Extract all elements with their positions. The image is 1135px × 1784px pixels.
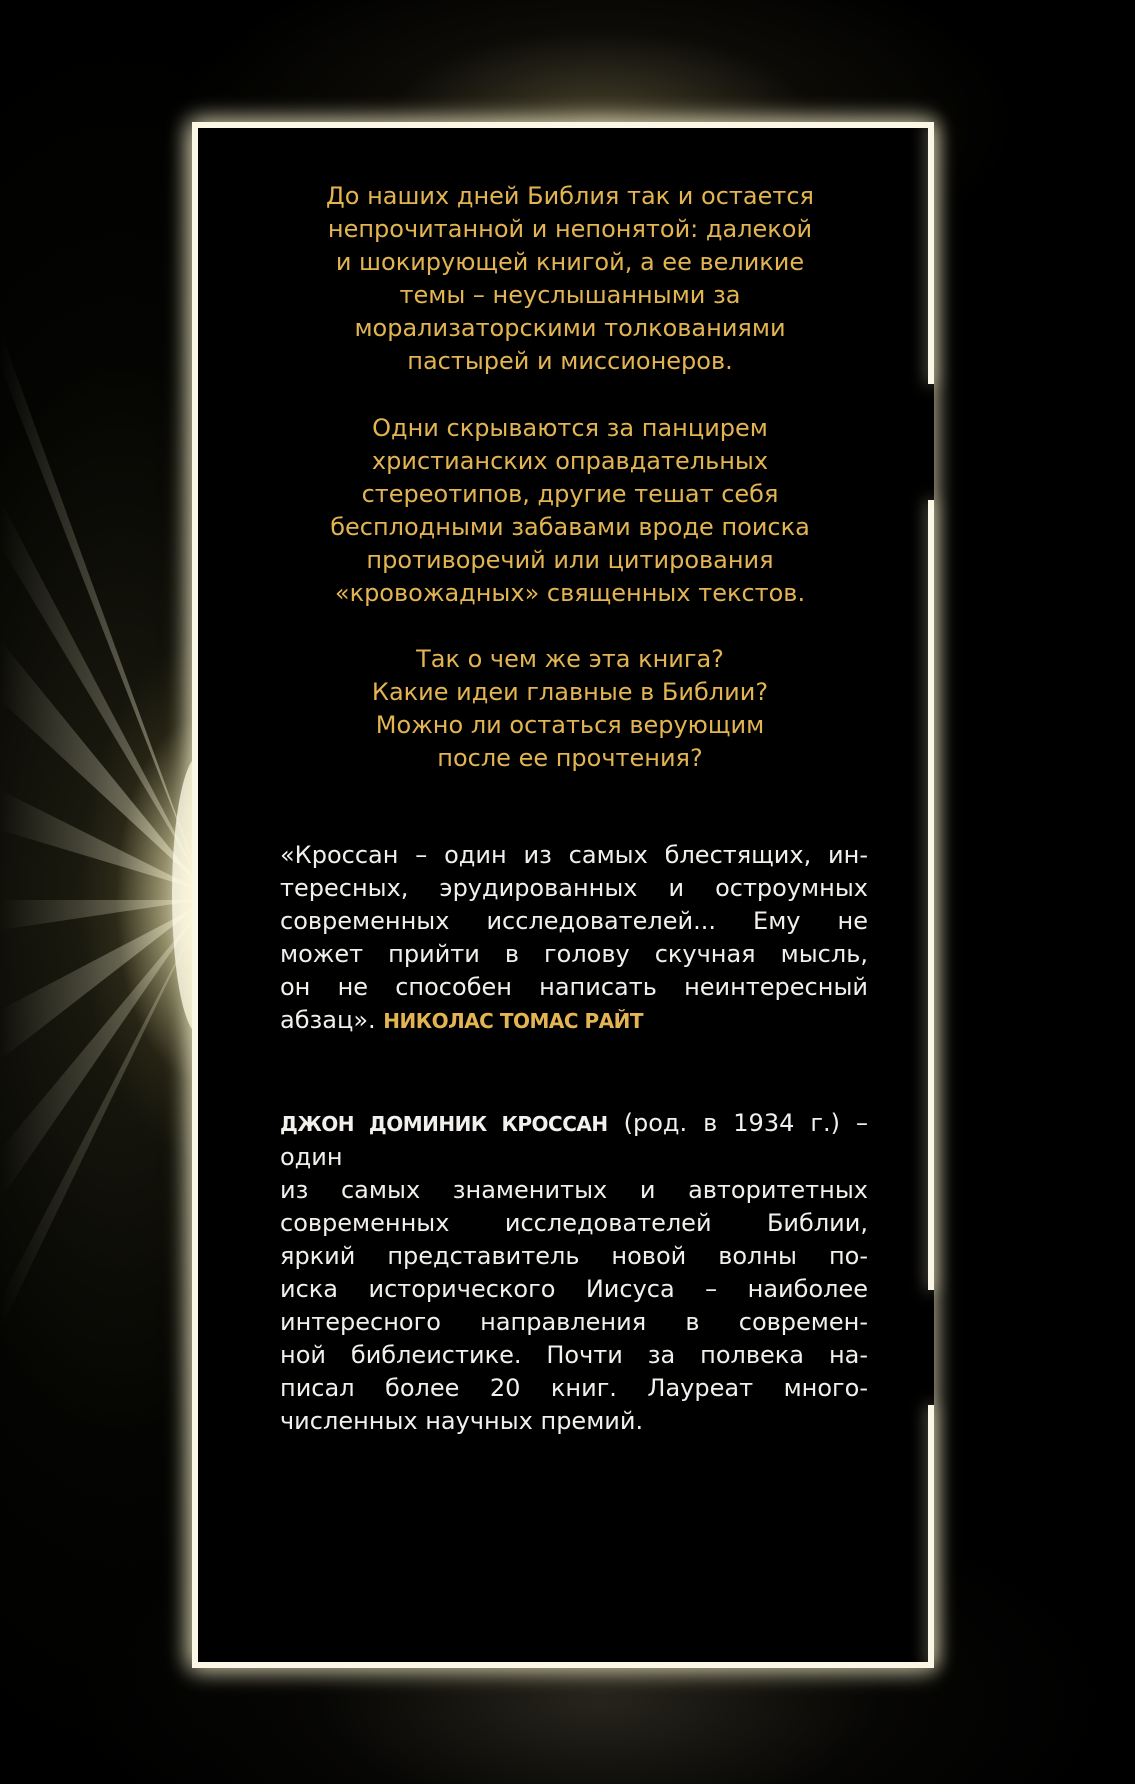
quote-attribution: НИКОЛАС ТОМАС РАЙТ: [383, 1009, 644, 1033]
bio-line: интересного направления в современ-: [280, 1308, 868, 1336]
question-line: Так о чем же эта книга?: [416, 645, 724, 673]
bio-line: яркий представитель новой волны по-: [280, 1242, 868, 1270]
frame-right-segment-middle: [928, 500, 934, 1290]
intro-paragraph: [270, 180, 870, 378]
frame-right-segment-top: [928, 122, 934, 384]
frame-right-segment-bottom: [928, 1405, 934, 1668]
bio-first-line: [280, 1107, 868, 1174]
bio-line: из самых знаменитых и авторитетных: [280, 1176, 868, 1204]
intro-line: темы – неуслышанными за: [399, 281, 741, 309]
question-line: Можно ли остаться верующим: [375, 711, 765, 739]
intro-line: и шокирующей книгой, а ее великие: [335, 248, 805, 276]
quote-last-line: [280, 1004, 868, 1038]
bio-first-line-rest: (род. в 1934 г.) – один: [280, 1109, 868, 1171]
second-paragraph: [270, 412, 870, 610]
second-line: бесплодными забавами вроде поиска: [330, 513, 810, 541]
question-line: Какие идеи главные в Библии?: [371, 678, 769, 706]
second-line: противоречий или цитирования: [366, 546, 774, 574]
bio-last-line: численных научных премий.: [280, 1407, 644, 1435]
bio-line: писал более 20 книг. Лауреат много-: [280, 1374, 868, 1402]
blurb-quote: [280, 839, 868, 1038]
intro-line: пастырей и миссионеров.: [407, 347, 733, 375]
quote-last-text: абзац».: [280, 1006, 376, 1034]
second-line: стереотипов, другие тешат себя: [361, 480, 779, 508]
author-bio: [280, 1107, 868, 1438]
intro-line: До наших дней Библия так и остается: [326, 182, 814, 210]
bio-line: современных исследователей Библии,: [280, 1209, 868, 1237]
author-name: ДЖОН ДОМИНИК КРОССАН: [280, 1112, 608, 1136]
intro-line: морализаторскими толкованиями: [354, 314, 786, 342]
second-line: «кровожадных» священных текстов.: [334, 579, 806, 607]
quote-line: «Кроссан – один из самых блестящих, ин-: [280, 841, 868, 869]
quote-line: современных исследователей... Ему не: [280, 907, 868, 935]
intro-line: непрочитанной и непонятой: далекой: [327, 215, 813, 243]
questions-paragraph: [270, 643, 870, 775]
second-line: христианских оправдательных: [371, 447, 769, 475]
bio-line: ной библеистике. Почти за полвека на-: [280, 1341, 868, 1369]
quote-line: он не способен написать неинтересный: [280, 973, 868, 1001]
question-line: после ее прочтения?: [437, 744, 703, 772]
quote-line: может прийти в голову скучная мысль,: [280, 940, 868, 968]
bio-line: иска исторического Иисуса – наиболее: [280, 1275, 868, 1303]
quote-line: тересных, эрудированных и остроумных: [280, 874, 868, 902]
second-line: Одни скрываются за панцирем: [372, 414, 768, 442]
